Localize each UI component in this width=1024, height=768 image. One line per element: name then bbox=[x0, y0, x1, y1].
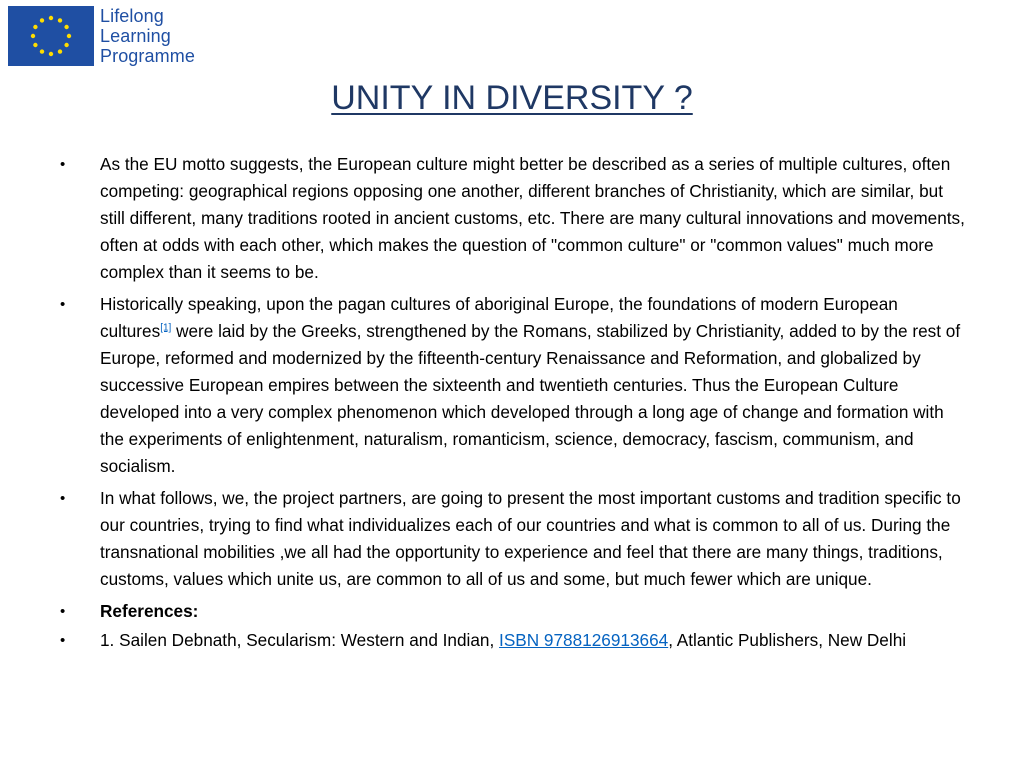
bullet-item-references bbox=[58, 598, 968, 625]
footnote-link[interactable]: [1] bbox=[160, 322, 172, 334]
bullet-icon: • bbox=[60, 632, 66, 649]
bullet-icon: • bbox=[60, 603, 66, 620]
isbn-link[interactable]: ISBN 9788126913664 bbox=[499, 630, 669, 650]
paragraph-partners: In what follows, we, the project partners, are going to present the most important customs and tradition specific to our countries, trying to find what individualizes each of our countries and what is common to all of us. During the transnational mobilities ,we all had the opportunity to experience and feel that there are many things, traditions, customs, values which unite us, are common to all of us and some, but much fewer which are unique. bbox=[100, 488, 961, 589]
logo-text bbox=[100, 6, 195, 66]
paragraph-history-part2: were laid by the Greeks, strengthened by the Romans, stabilized by Christianity, added to by the rest of Europe, reformed and modernized by the fifteenth-century Renaissance and Reformation, and globalized by successive European empires between the sixteenth and twentieth centuries. Thus the European Culture developed into a very complex phenomenon which developed through a long age of change and formation with the experiments of enlightenment, naturalism, romanticism, science, democracy, fascism, communism, and socialism. bbox=[100, 321, 961, 476]
bullet-icon: • bbox=[60, 156, 66, 173]
logo-line-2: Learning bbox=[100, 26, 171, 46]
paragraph-culture: As the EU motto suggests, the European culture might better be described as a series of multiple cultures, often competing: geographical regions opposing one another, different branches of Christianity, which are similar, but still different, many traditions rooted in ancient customs, etc. There are many cultural innovations and movements, often at odds with each other, which makes the question of "common culture" or "common values" much more complex than it seems to be. bbox=[100, 154, 965, 282]
bullet-item-reference-1 bbox=[58, 627, 968, 654]
slide-title-wrapper bbox=[0, 74, 1024, 122]
references-label: References: bbox=[100, 601, 199, 621]
slide-title: UNITY IN DIVERSITY ? bbox=[331, 79, 693, 117]
eu-flag-icon bbox=[8, 6, 94, 66]
bullet-item-partners bbox=[58, 485, 968, 593]
logo-line-1: Lifelong bbox=[100, 6, 164, 26]
bullet-item-culture bbox=[58, 151, 968, 286]
reference-1-publisher: , Atlantic Publishers, New Delhi bbox=[668, 630, 907, 650]
bullet-icon: • bbox=[60, 490, 66, 507]
slide-body bbox=[58, 151, 968, 659]
bullet-item-history bbox=[58, 291, 968, 480]
paragraph-history-part1: Historically speaking, upon the pagan cultures of aboriginal Europe, the foundations of modern European cultures bbox=[100, 294, 898, 341]
lifelong-learning-logo bbox=[8, 6, 195, 66]
footnote-ref bbox=[160, 322, 171, 333]
logo-line-3: Programme bbox=[100, 46, 195, 66]
bullet-icon: • bbox=[60, 296, 66, 313]
reference-1-text: 1. Sailen Debnath, Secularism: Western and Indian, bbox=[100, 630, 500, 650]
